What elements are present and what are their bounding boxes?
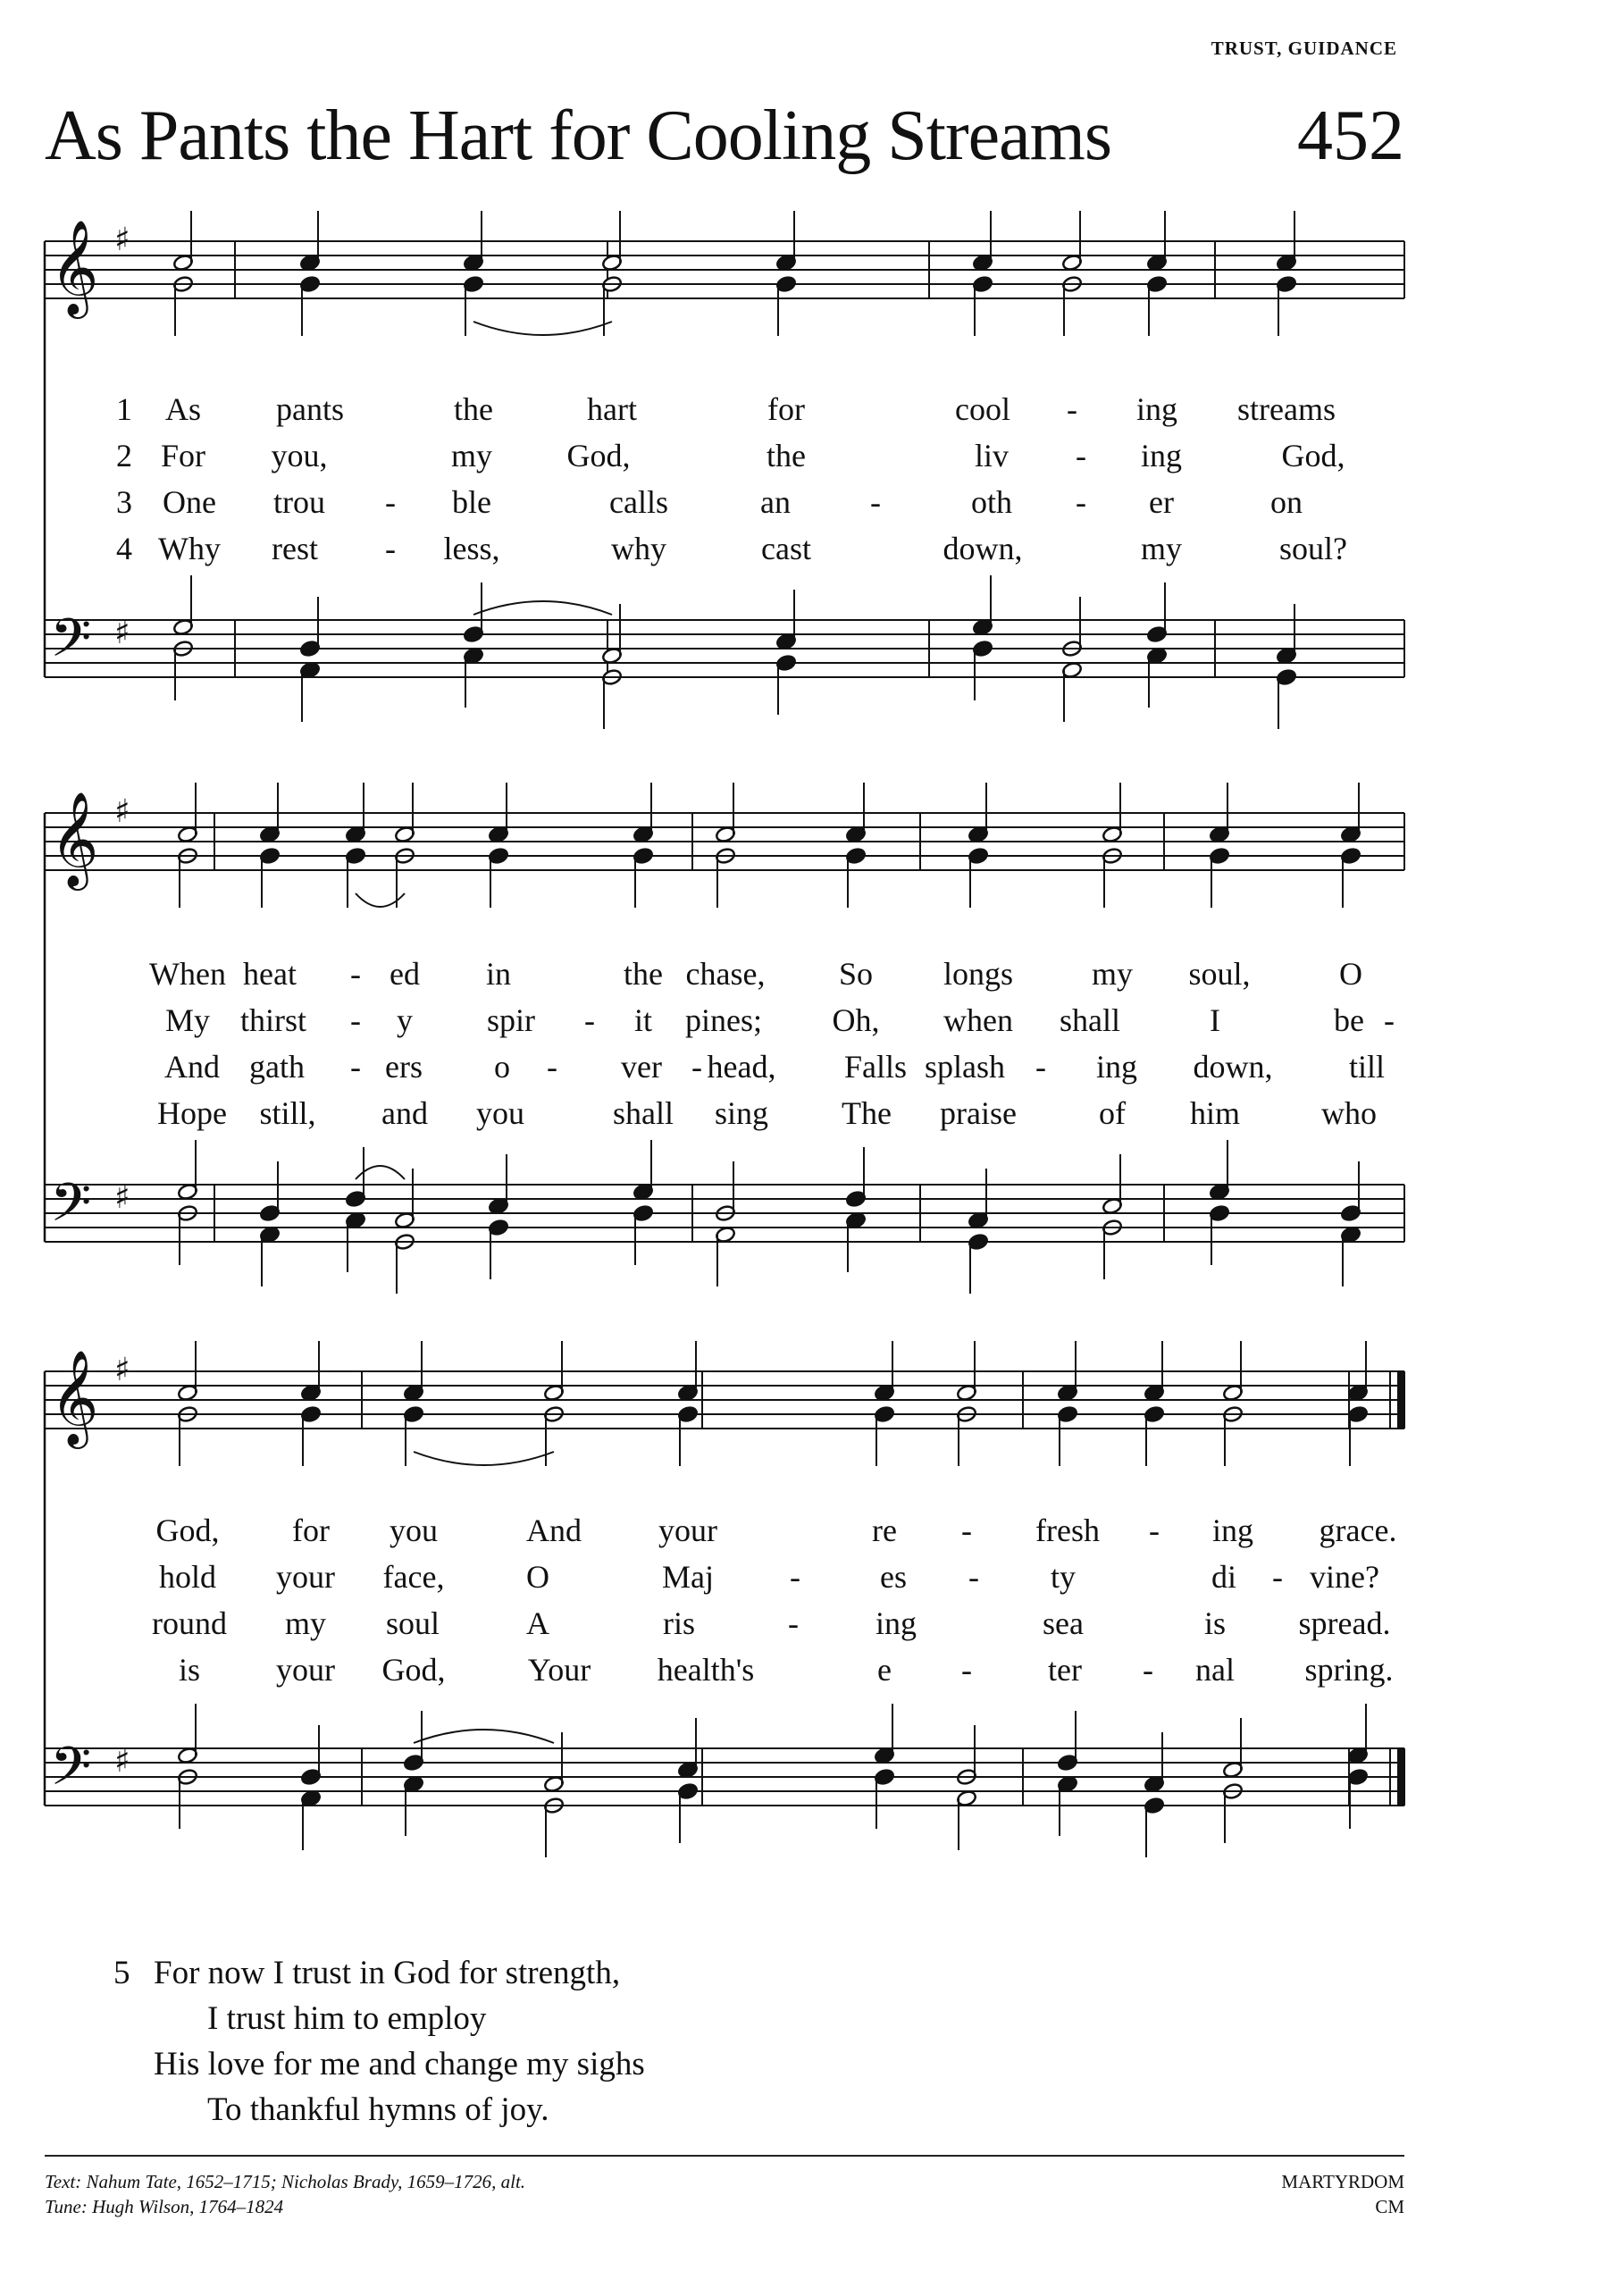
bass-clef-icon: 𝄢 [50,607,92,682]
syllable-hyphen: - [1272,1559,1283,1595]
lyric-syllable: your [658,1513,717,1548]
lyric-syllable: grace. [1319,1513,1397,1548]
lyric-syllable: be [1334,1002,1364,1038]
lyric-syllable: O [526,1559,549,1595]
lyric-syllable: Falls [843,1049,908,1085]
lyric-syllable: er [1149,484,1174,520]
lyric-syllable: on [1270,484,1303,520]
tune-credit: Tune: Hugh Wilson, 1764–1824 [45,2196,284,2217]
tune-name: MARTYRDOM [1281,2171,1404,2192]
lyric-syllable: is [1203,1605,1227,1641]
lyric-syllable: when [943,1002,1013,1038]
syllable-hyphen: - [790,1559,800,1595]
lyric-syllable: you [390,1513,438,1548]
stanza-5-number: 5 [113,1955,130,1991]
treble-staff [45,241,1404,298]
syllable-hyphen: - [385,484,396,520]
lyric-syllable: nal [1195,1652,1235,1688]
lyric-syllable: chase, [685,956,766,992]
system-1 [45,211,1404,729]
treble-staff [45,1371,1404,1429]
lyric-syllable: the [624,956,663,992]
verse-number: 3 [116,484,132,520]
treble-clef-icon: 𝄞 [50,219,99,314]
lyric-syllable: streams [1237,391,1336,427]
syllable-hyphen: - [547,1049,557,1085]
syllable-hyphen: - [1076,438,1086,473]
slur [473,601,612,615]
lyric-syllable: spring. [1304,1652,1394,1688]
lyric-syllable: spread. [1298,1605,1391,1641]
syllable-hyphen: - [961,1513,972,1548]
sharp-icon: ♯ [114,1179,130,1216]
lyric-syllable: still, [259,1095,316,1131]
bass-staff [45,620,1404,677]
lyric-syllable: an [760,484,791,520]
syllable-hyphen: - [350,1002,361,1038]
syllable-hyphen: - [968,1559,979,1595]
lyric-syllable: shall [1060,1002,1120,1038]
lyric-syllable: who [1321,1095,1377,1131]
lyric-syllable: pants [276,391,344,427]
lyric-syllable: it [633,1002,653,1038]
lyric-syllable: God, [381,1652,446,1688]
syllable-hyphen: - [961,1652,972,1688]
sharp-icon: ♯ [114,222,130,258]
system-2 [45,783,1404,1294]
lyric-syllable: longs [943,956,1014,992]
lyric-syllable: down, [943,531,1023,566]
lyric-syllable: God, [1281,438,1345,473]
hymn-number: 452 [1297,96,1404,175]
lyric-syllable: for [292,1513,330,1548]
treble-clef-icon: 𝄞 [50,1349,99,1445]
meter: CM [1375,2196,1404,2217]
lyric-syllable: spir [487,1002,535,1038]
syllable-hyphen: - [1076,484,1086,520]
lyric-syllable: Oh, [832,1002,880,1038]
lyric-syllable: hart [587,391,637,427]
lyric-syllable: shall [613,1095,674,1131]
slur [414,1452,554,1465]
lyric-syllable: thirst [239,1002,307,1038]
lyric-syllable: My [164,1002,211,1038]
lyric-syllable: Why [158,531,221,566]
stanza-5-line-4: To thankful hymns of joy. [207,2091,549,2128]
lyric-syllable: liv [974,438,1010,473]
tune-info [1281,2169,1404,2219]
lyric-syllable: heat [243,956,297,992]
lyric-syllable: less, [443,531,500,566]
lyric-syllable: your [276,1652,335,1688]
lyric-syllable: of [1099,1095,1126,1131]
footer-divider [45,2155,1404,2157]
stanza-5-line-2: I trust him to employ [207,2000,487,2037]
lyric-syllable: ing [1140,438,1183,473]
lyric-syllable: One [163,484,216,520]
syllable-hyphen: - [691,1049,702,1085]
slur [414,1730,554,1743]
lyric-syllable: y [397,1002,413,1038]
syllable-hyphen: - [1067,391,1077,427]
lyric-syllable: When [149,956,226,992]
text-credit: Text: Nahum Tate, 1652–1715; Nicholas Brady, 1659–1726, alt. [45,2171,526,2192]
lyric-syllable: face, [382,1559,445,1595]
lyric-syllable: oth [970,484,1013,520]
slur [473,322,612,335]
verse-number: 2 [116,438,132,473]
lyric-syllable: rest [272,531,318,566]
lyric-syllable: soul? [1279,531,1347,566]
lyric-syllable: ing [1211,1513,1254,1548]
stanza-5-line-3: His love for me and change my sighs [154,2046,645,2082]
system-3 [45,1341,1404,1857]
lyric-syllable: I [1210,1002,1220,1038]
bass-clef-icon: 𝄢 [50,1171,92,1246]
lyric-syllable: And [526,1513,582,1548]
hymn-title: As Pants the Hart for Cooling Streams [45,96,1111,175]
lyric-syllable: sing [714,1095,769,1131]
stanza-5-line-1: 5 For now I trust in God for strength, [116,1950,645,1996]
lyric-syllable: soul, [1188,956,1251,992]
lyric-syllable: why [611,531,666,566]
bass-staff [45,1748,1404,1806]
stanza-5 [113,1950,645,2133]
syllable-hyphen: - [1143,1652,1153,1688]
lyric-syllable: health's [657,1652,755,1688]
lyric-syllable: my [450,438,493,473]
lyric-syllable: A [526,1605,549,1641]
lyric-syllable: For [160,438,206,473]
bass-clef-icon: 𝄢 [50,1735,92,1810]
lyric-syllable: Hope [157,1095,227,1131]
category-heading: TRUST, GUIDANCE [1211,38,1397,59]
lyric-syllable: the [767,438,806,473]
lyric-syllable: in [485,956,512,992]
lyric-syllable: The [842,1095,892,1131]
syllable-hyphen: - [584,1002,595,1038]
lyric-syllable: ed [390,956,420,992]
credits [45,2169,525,2219]
lyric-syllable: hold [158,1559,217,1595]
lyric-syllable: sea [1043,1605,1084,1641]
lyric-syllable: ter [1048,1652,1082,1688]
lyric-syllable: Maj [662,1559,714,1595]
lyric-syllable: gath [249,1049,305,1085]
syllable-hyphen: - [1384,1002,1395,1038]
lyric-syllable: ver [621,1049,662,1085]
lyric-syllable: and [381,1095,428,1131]
lyric-syllable: ble [452,484,491,520]
lyric-syllable: o [494,1049,510,1085]
lyric-syllable: vine? [1310,1559,1379,1595]
lyric-syllable: my [1091,956,1134,992]
syllable-hyphen: - [350,1049,361,1085]
lyric-syllable: him [1189,1095,1241,1131]
lyric-syllable: ris [663,1605,695,1641]
treble-clef-icon: 𝄞 [50,791,99,886]
syllable-hyphen: - [870,484,881,520]
lyric-syllable: soul [385,1605,440,1641]
lyric-syllable: ing [1095,1049,1138,1085]
lyric-syllable: pines; [685,1002,762,1038]
lyric-syllable: head, [707,1049,776,1085]
syllable-hyphen: - [788,1605,799,1641]
syllable-hyphen: - [385,531,396,566]
lyric-syllable: Your [527,1652,591,1688]
lyric-syllable: my [1140,531,1183,566]
lyric-syllable: O [1339,956,1362,992]
lyric-syllable: So [838,956,874,992]
sharp-icon: ♯ [114,1743,130,1780]
lyric-syllable: As [164,391,202,427]
lyric-syllable: cool [955,391,1010,427]
lyric-syllable: es [880,1559,907,1595]
verse-number: 1 [116,391,132,427]
lyric-syllable: re [872,1513,897,1548]
lyric-syllable: is [178,1652,201,1688]
lyric-syllable: cast [761,531,811,566]
lyric-syllable: ers [385,1049,423,1085]
lyric-syllable: praise [940,1095,1017,1131]
sharp-icon: ♯ [114,615,130,651]
lyric-syllable: And [164,1049,220,1085]
syllable-hyphen: - [1035,1049,1046,1085]
lyric-syllable: down, [1193,1049,1273,1085]
lyric-syllable: till [1348,1049,1386,1085]
sharp-icon: ♯ [114,793,130,830]
lyric-syllable: fresh [1035,1513,1100,1548]
lyric-syllable: ing [875,1605,917,1641]
lyric-syllable: calls [609,484,668,520]
lyric-syllable: God, [155,1513,220,1548]
lyric-syllable: you [476,1095,524,1131]
lyric-syllable: ty [1050,1559,1077,1595]
verse-number: 4 [116,531,132,566]
lyric-syllable: di [1211,1559,1237,1595]
lyric-syllable: God, [566,438,631,473]
lyric-syllable: my [284,1605,327,1641]
lyric-syllable: round [152,1605,227,1641]
lyric-syllable: trou [273,484,325,520]
lyric-syllable: you, [271,438,328,473]
lyric-syllable: ing [1135,391,1178,427]
syllable-hyphen: - [350,956,361,992]
lyric-syllable: the [454,391,493,427]
lyric-syllable: for [767,391,805,427]
lyric-syllable: splash [925,1049,1005,1085]
sharp-icon: ♯ [114,1352,130,1388]
lyric-syllable: your [276,1559,335,1595]
syllable-hyphen: - [1149,1513,1160,1548]
lyric-syllable: e [877,1652,892,1688]
